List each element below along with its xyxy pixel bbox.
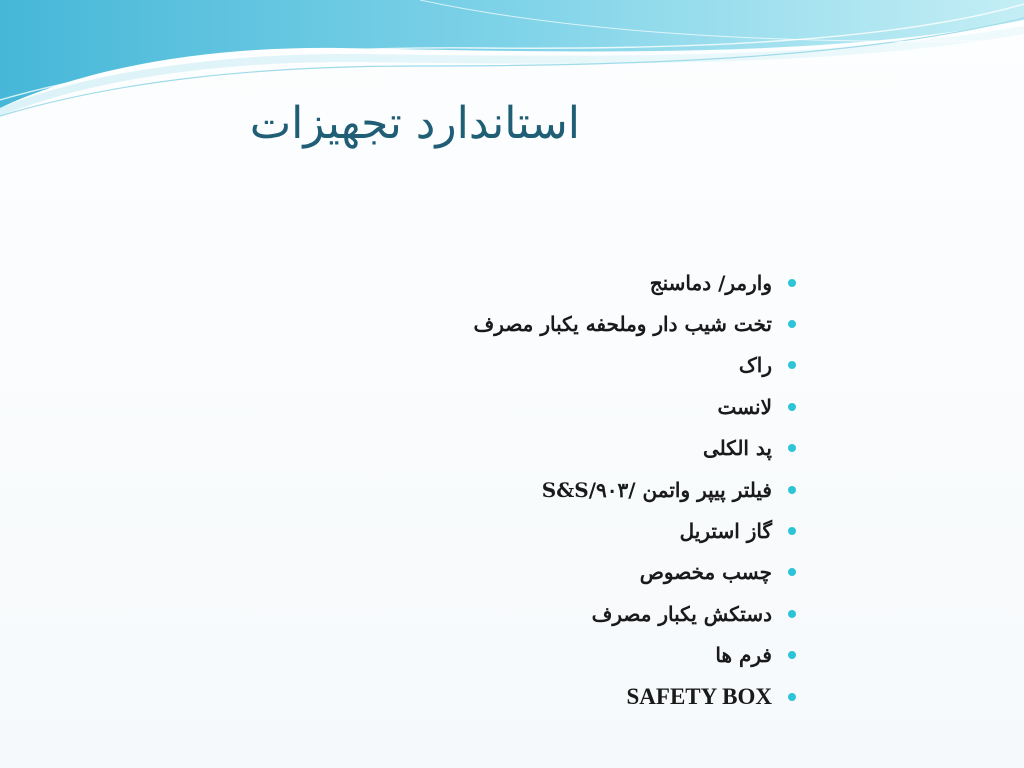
list-item-label: فیلتر پیپر واتمن /S&S/۹۰۳ bbox=[541, 477, 772, 502]
list-item-label: فرم ها bbox=[715, 643, 772, 668]
bullet-icon bbox=[788, 527, 796, 535]
bullet-icon bbox=[788, 693, 796, 701]
bullet-icon bbox=[788, 403, 796, 411]
slide-title: استاندارد تجهیزات bbox=[249, 98, 580, 149]
list-item-label: SAFETY BOX bbox=[626, 683, 772, 709]
list-item-label: لانست bbox=[717, 394, 772, 419]
bullet-icon bbox=[788, 610, 796, 618]
list-item bbox=[474, 510, 796, 551]
list-item-label: دستکش یکبار مصرف bbox=[591, 601, 772, 626]
list-item bbox=[474, 386, 796, 427]
equipment-list bbox=[474, 262, 796, 717]
list-item bbox=[474, 676, 796, 717]
list-item bbox=[474, 469, 796, 510]
list-item-label: تخت شیب دار وملحفه یکبار مصرف bbox=[473, 312, 772, 337]
bullet-icon bbox=[788, 651, 796, 659]
bullet-icon bbox=[788, 486, 796, 494]
bullet-icon bbox=[788, 361, 796, 369]
list-item-label: وارمر/ دماسنج bbox=[649, 270, 772, 295]
list-item bbox=[474, 303, 796, 344]
list-item-label: پد الکلی bbox=[702, 436, 772, 461]
list-item bbox=[474, 593, 796, 634]
list-item bbox=[474, 428, 796, 469]
list-item-label: راک bbox=[738, 353, 772, 378]
list-item bbox=[474, 635, 796, 676]
bullet-icon bbox=[788, 568, 796, 576]
bullet-icon bbox=[788, 320, 796, 328]
list-item bbox=[474, 262, 796, 303]
bullet-icon bbox=[788, 444, 796, 452]
list-item-label: چسب مخصوص bbox=[639, 560, 772, 585]
list-item-label: گاز استریل bbox=[679, 519, 772, 544]
list-item bbox=[474, 345, 796, 386]
bullet-icon bbox=[788, 279, 796, 287]
list-item bbox=[474, 552, 796, 593]
